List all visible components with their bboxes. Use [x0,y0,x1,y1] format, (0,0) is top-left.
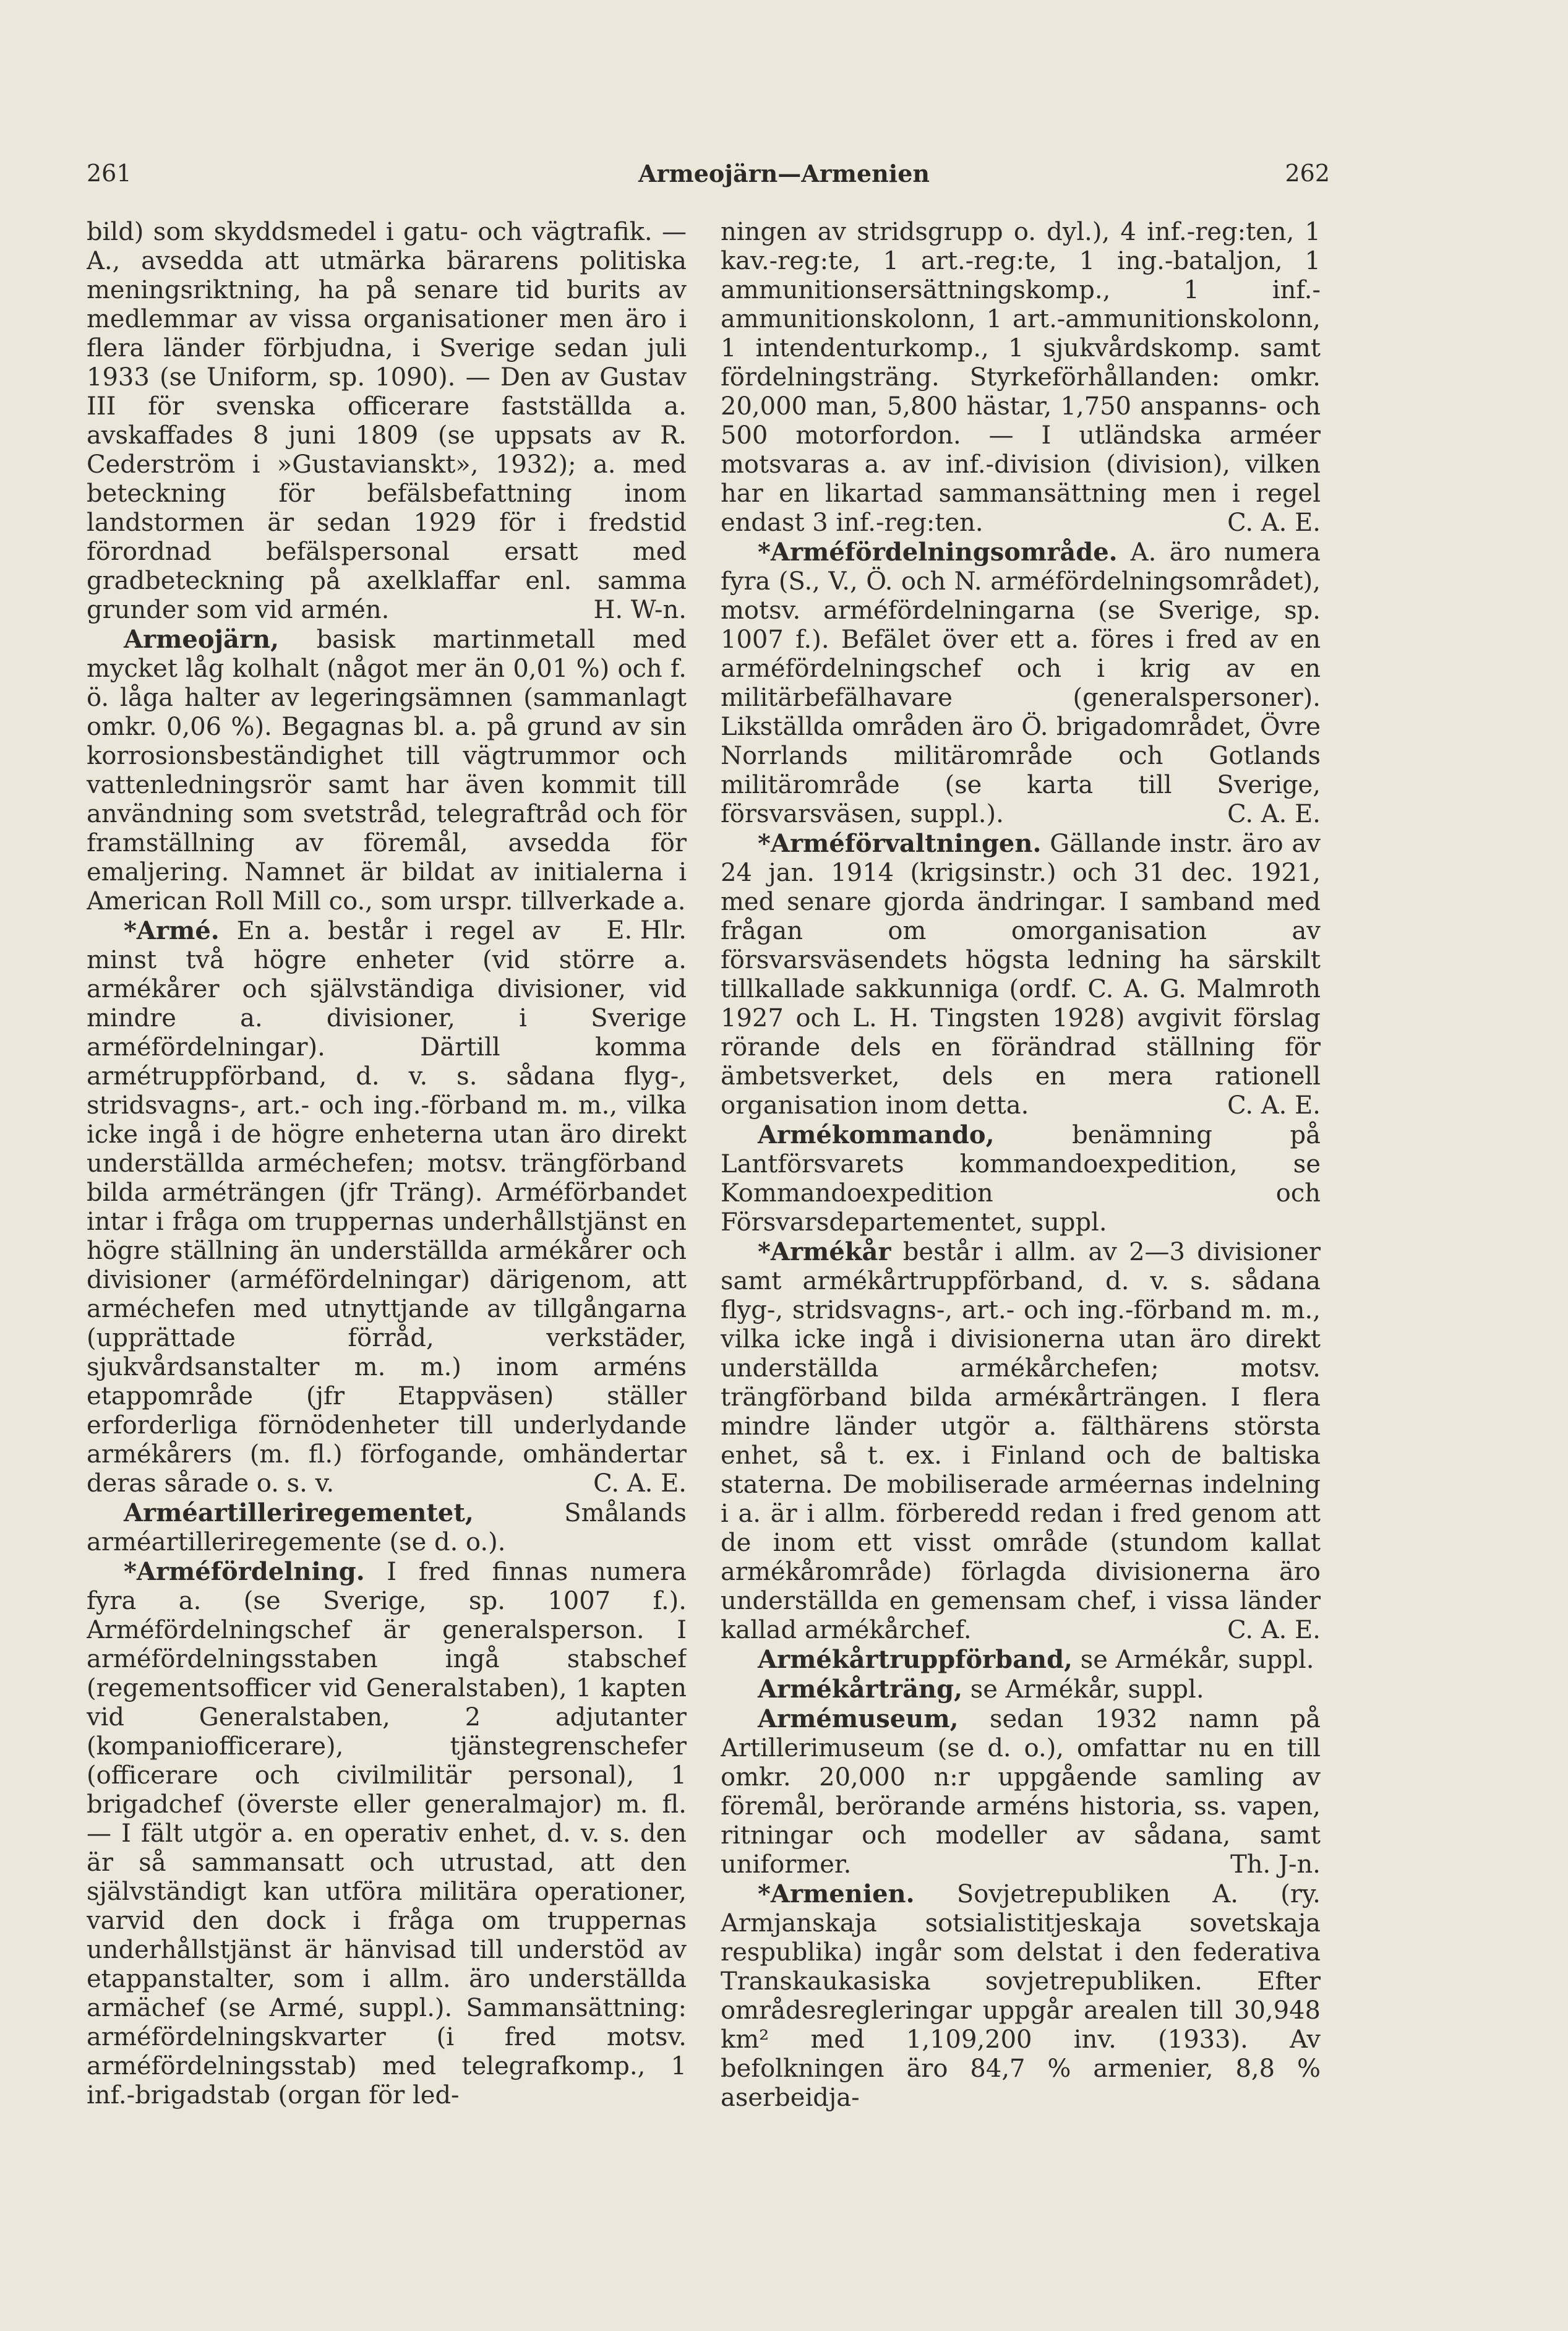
dictionary-entry [87,916,687,1498]
right-column [721,218,1321,2259]
page-number-left: 261 [87,160,132,187]
author-signature: H. W-n. [593,596,687,624]
author-signature: C. A. E. [1227,1616,1321,1644]
entry-text: basisk martinmetall med mycket låg kolhalt (något mer än 0,01 %) och f. ö. låga halter av legeringsämnen (sammanlagt omkr. 0,06 %). Begagnas bl. a. på grund av sin korrosionsbeständighet till vägtrummor och vattenledningsrör samt har även kommit till användning som svetstråd, telegraftråd och för framställning av föremål, avsedda för emaljering. Namnet är bildat av initialerna i American Roll Mill co., som urspr. tillverkade a. [87,625,687,916]
continued-text [721,218,1321,538]
author-signature: Th. J-n. [1230,1850,1321,1879]
dictionary-entry [721,1645,1321,1675]
author-signature: C. A. E. [1227,1091,1321,1120]
entry-text: benämning på Lantförsvarets kommandoexpedition, se Kommandoexpedition och Försvarsdepartementet, suppl. [721,1121,1321,1237]
dictionary-entry [721,1120,1321,1237]
entry-text: se Armékår, suppl. [1072,1646,1314,1674]
dictionary-entry [87,1498,687,1557]
entry-text: ningen av stridsgrupp o. dyl.), 4 inf.-reg:ten, 1 kav.-reg:te, 1 art.-reg:te, 1 ing.-bataljon, 1 ammunitionsersättningskomp., 1 inf.-ammunitionskolonn, 1 art.-ammunitionskolonn, 1 intendenturkomp., 1 sjukvårdskomp. samt fördelningsträng. Styrkeförhållanden: omkr. 20,000 man, 5,800 hästar, 1,750 anspanns- och 500 motorfordon. — I utländska arméer motsvaras a. av inf.-division (division), vilken har en likartad sammansättning men i regel endast 3 inf.-reg:ten. [721,218,1321,537]
page-header [0,160,1568,197]
entry-headword: *Armékår [758,1237,891,1266]
entry-headword: Armékårtruppförband, [758,1645,1073,1674]
entry-text: I fred finnas numera fyra a. (se Sverige, sp. 1007 f.). Arméfördelningschef är generalsperson. I arméfördelningsstaben ingå stabschef (regementsofficer vid Generalstaben), 1 kapten vid Generalstaben, 2 adjutanter (kompaniofficerare), tjänstegrenschefer (officerare och civilmilitär personal), 1 brigadchef (överste eller generalmajor) m. fl. — I fält utgör a. en operativ enhet, d. v. s. den är så sammansatt och utrustad, att den självständigt kan utföra militära operationer, varvid den dock i fråga om truppernas underhållstjänst är hänvisad till understöd av etappanstalter, som i allm. äro underställda armächef (se Armé, suppl.). Sammansättning: arméfördelningskvarter (i fred motsv. arméfördelningsstab) med telegrafkomp., 1 inf.-brigadstab (organ för led- [87,1558,687,2110]
continued-text [87,218,687,625]
entry-text: bild) som skyddsmedel i gatu- och vägtrafik. — A., avsedda att utmärka bärarens politiska meningsriktning, ha på senare tid burits av medlemmar av vissa organisationer men äro i flera länder förbjudna, i Sverige sedan juli 1933 (se Uniform, sp. 1090). — Den av Gustav III för svenska officerare fastställda a. avskaffades 8 juni 1809 (se uppsats av R. Cederström i »Gustavianskt», 1932); a. med beteckning för befälsbefattning inom landstormen är sedan 1929 för i fredstid förordnad befälspersonal ersatt med gradbeteckning på axelklaffar enl. samma grunder som vid armén. [87,218,687,624]
dictionary-entry [721,1704,1321,1879]
page-number-right: 262 [1285,160,1330,187]
entry-text: Sovjetrepubliken A. (ry. Armjanskaja sotsialistitjeskaja sovetskaja respublika) ingår som delstat i den federativa Transkaukasiska sovjetrepubliken. Efter områdesregleringar uppgår arealen till 30,948 km² med 1,109,200 inv. (1933). Av befolkningen äro 84,7 % armenier, 8,8 % aserbeidja- [721,1880,1321,2112]
author-signature: C. A. E. [593,1469,687,1498]
entry-text: sedan 1932 namn på Artillerimuseum (se d. o.), omfattar nu en till omkr. 20,000 n:r uppgående samling av föremål, berörande arméns historia, ss. vapen, ritningar och modeller av sådana, samt uniformer. [721,1705,1321,1879]
entry-text: A. äro numera fyra (S., V., Ö. och N. arméfördelningsområdet), motsv. arméfördelningarna (se Sverige, sp. 1007 f.). Befälet över ett a. föres i fred av en arméfördelningschef och i krig av en militärbefälhavare (generalspersoner). Likställda områden äro Ö. brigadområdet, Övre Norrlands militärområde och Gotlands militärområde (se karta till Sverige, försvarsväsen, suppl.). [721,538,1321,828]
entry-headword: Armémuseum, [758,1704,959,1733]
entry-text: består i allm. av 2—3 divisioner samt armékårtruppförband, d. v. s. sådana flyg-, stridsvagns-, art.- och ing.-förband m. m., vilka icke ingå i divisionerna utan äro direkt underställda armékårchefen; motsv. trängförband bilda arméкårträngen. I flera mindre länder utgör a. fälthärens största enhet, så t. ex. i Finland och de baltiska staterna. De mobiliserade arméernas indelning i a. är i allm. förberedd redan i fred genom att de inom ett visst område (stundom kallat armékårområde) förlagda divisionerna äro underställda en gemensam chef, i vissa länder kallad armékårchef. [721,1238,1321,1644]
entry-headword: *Armé. [124,916,220,945]
entry-headword: Armékommando, [758,1120,995,1149]
entry-headword: Armeojärn, [124,625,280,654]
entry-headword: Arméartilleriregementet, [124,1498,474,1527]
entry-text: En a. består i regel av minst två högre enheter (vid större a. armékårer och självständiga divisioner, vid mindre a. divisioner, i Sverige arméfördelningar). Därtill komma armétruppförband, d. v. s. sådana flyg-, stridsvagns-, art.- och ing.-förband m. m., vilka icke ingå i de högre enheterna utan äro direkt underställda arméchefen; motsv. trängförband bilda arméträngen (jfr Träng). Arméförbandet intar i fråga om truppernas underhållstjänst en högre ställning än underställda armékårer och divisioner (arméfördelningar) därigenom, att arméchefen med utnyttjande av tillgångarna (upprättade förråd, verkstäder, sjukvårdsanstalter m. m.) inom arméns etappområde (jfr Etappväsen) ställer erforderliga förnödenheter till underlydande armékårers (m. fl.) förfogande, omhändertar deras sårade o. s. v. [87,917,687,1498]
entry-headword: *Arméfördelningsområde. [758,538,1118,567]
entry-headword: Armékårträng, [758,1675,963,1704]
author-signature: E. Hlr. [606,916,687,945]
dictionary-entry [721,829,1321,1120]
left-column [87,218,687,2259]
entry-headword: *Arméfördelning. [124,1557,365,1586]
running-title: Armeojärn—Armenien [638,160,930,187]
entry-text: se Armékår, suppl. [962,1675,1204,1704]
dictionary-entry [87,1557,687,2110]
entry-headword: *Arméförvaltningen. [758,829,1042,858]
entry-headword: *Armenien. [758,1879,915,1908]
dictionary-entry [721,1675,1321,1704]
dictionary-entry [721,1237,1321,1645]
entry-text: Smålands arméartilleriregemente (se d. o.). [87,1499,687,1556]
author-signature: C. A. E. [1227,800,1321,828]
entry-text: Gällande instr. äro av 24 jan. 1914 (krigsinstr.) och 31 dec. 1921, med senare gjorda ändringar. I samband med frågan om omorganisation av försvarsväsendets högsta ledning ha särskilt tillkallade sakkunniga (ordf. C. A. G. Malmroth 1927 och L. H. Tingsten 1928) avgivit förslag rörande dels en förändrad ställning för ämbetsverket, dels en mera rationell organisation inom detta. [721,830,1321,1120]
dictionary-entry [721,538,1321,829]
dictionary-entry [721,1879,1321,2113]
author-signature: C. A. E. [1227,509,1321,537]
